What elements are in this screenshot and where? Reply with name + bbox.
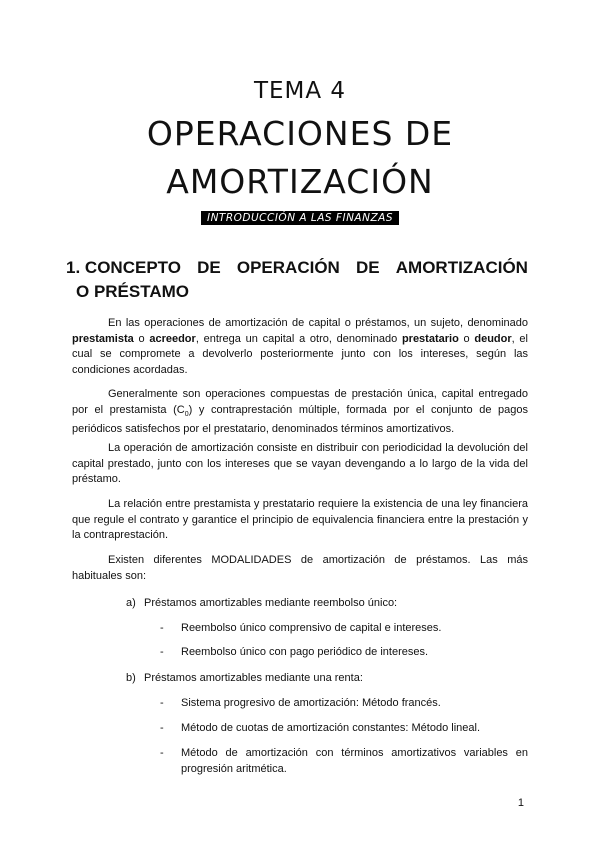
section-heading-line-2: O PRÉSTAMO xyxy=(76,282,190,301)
list-subitem xyxy=(160,645,528,661)
list-subitem-text: Método de cuotas de amortización constantes: Método lineal. xyxy=(181,722,481,734)
dash-bullet: - xyxy=(160,646,164,658)
section-heading xyxy=(66,258,528,278)
course-badge-wrap xyxy=(0,208,600,226)
page-number: 1 xyxy=(517,797,524,809)
list-subitem-text: Reembolso único con pago periódico de intereses. xyxy=(181,646,429,658)
section-heading-word: DE xyxy=(197,258,221,277)
section-number: 1. xyxy=(66,258,81,277)
term-prestatario: prestatario xyxy=(401,332,459,345)
section-heading-word: OPERACIÓN xyxy=(236,258,340,277)
term-acreedor: acreedor xyxy=(149,332,196,345)
dash-bullet: - xyxy=(160,747,164,759)
list-label: b) xyxy=(126,672,136,684)
list-subitem xyxy=(160,746,528,777)
topic-number: TEMA 4 xyxy=(253,78,347,104)
list-item-text: Préstamos amortizables mediante reembolso único: xyxy=(144,597,398,609)
dash-bullet: - xyxy=(160,622,164,634)
paragraph-financial-law: La relación entre prestamista y prestatario requiere la existencia de una ley financiera que regule el contrato y garantice el principio de equivalencia financiera entre la prestación y la contraprestación. xyxy=(72,498,528,542)
paragraph-operation: La operación de amortización consiste en distribuir con periodicidad la devolución del capital prestado, junto con los intereses que se vayan devengando a lo largo de la vida del préstamo. xyxy=(72,442,528,486)
paragraph-modalities-intro: Existen diferentes MODALIDADES de amortización de préstamos. Las más habituales son: xyxy=(72,554,528,582)
list-subitem xyxy=(160,696,528,712)
page-title-line-1: OPERACIONES DE xyxy=(146,114,454,153)
page-title-line-2: AMORTIZACIÓN xyxy=(166,162,434,201)
term-deudor: deudor xyxy=(474,332,512,345)
section-heading-word: AMORTIZACIÓN xyxy=(395,258,528,277)
list-item-text: Préstamos amortizables mediante una renta: xyxy=(144,672,363,684)
list-label: a) xyxy=(126,597,136,609)
list-item xyxy=(126,671,526,687)
dash-bullet: - xyxy=(160,697,164,709)
list-subitem-text: Sistema progresivo de amortización: Método francés. xyxy=(181,697,441,709)
section-heading-word: DE xyxy=(355,258,380,277)
list-item xyxy=(126,596,526,612)
term-prestamista: prestamista xyxy=(72,332,134,345)
paragraph-composition: Generalmente son operaciones compuestas de prestación única, capital entregado por el prestamista $(C_0)$ y contraprestación múltiple, formada por el conjunto de pagos periódicos satisfechos por el prestatario, denominados términos amortizativos. xyxy=(72,388,528,436)
course-badge: INTRODUCCIÓN A LAS FINANZAS xyxy=(201,211,399,225)
section-heading-word: 1. CONCEPTO xyxy=(66,258,181,277)
list-subitem xyxy=(160,721,528,737)
dash-bullet: - xyxy=(160,722,164,734)
list-subitem-text: Método de amortización con términos amortizativos variables en progresión aritmética. xyxy=(181,747,528,775)
paragraph-definition: En las operaciones de amortización de capital o préstamos, un sujeto, denominado prestamista o acreedor, entrega un capital a otro, denominado prestatario o deudor, el cual se compromete a devolverlo posteriormente junto con los intereses, según las condiciones acordadas. xyxy=(72,317,528,376)
list-subitem-text: Reembolso único comprensivo de capital e intereses. xyxy=(181,622,442,634)
list-subitem xyxy=(160,621,528,637)
